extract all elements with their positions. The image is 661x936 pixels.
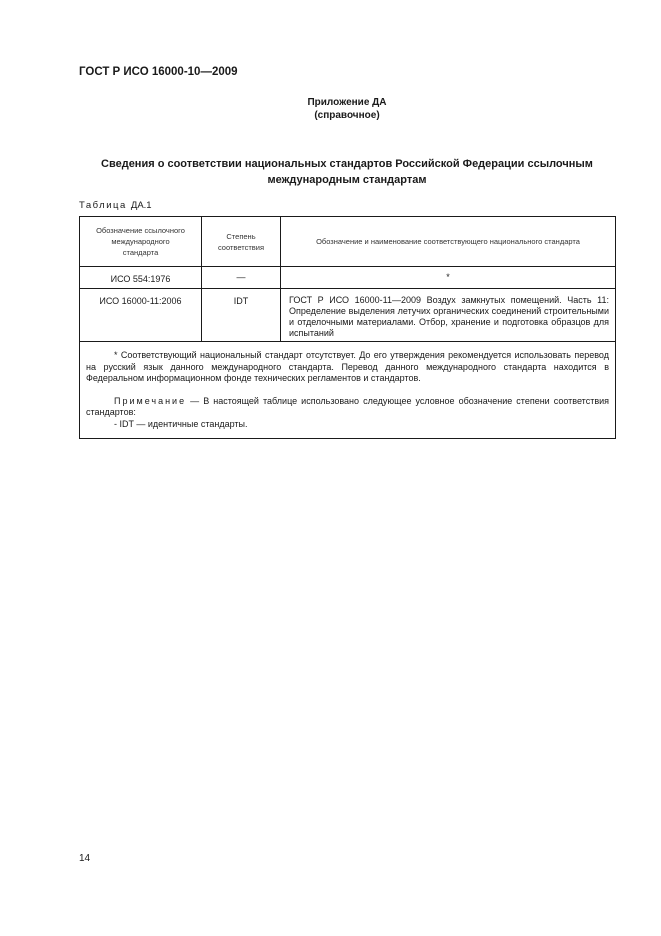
appendix-subtitle: (справочное): [314, 110, 380, 121]
section-title: [79, 156, 615, 188]
section-title-line1: Сведения о соответствии национальных стандартов Российской Федерации ссылочным: [101, 158, 593, 170]
appendix-title: Приложение ДА: [307, 97, 387, 108]
header-col1-line2: международного: [111, 237, 170, 246]
cell-degree: IDT: [202, 289, 281, 342]
note-label: Примечание: [114, 395, 187, 406]
table-row: [80, 289, 616, 342]
note-item: - IDT — идентичные стандарты.: [114, 418, 248, 429]
correspondence-table: [79, 216, 616, 439]
note: [86, 396, 609, 419]
appendix-heading: [0, 96, 661, 122]
header-col1-line3: стандарта: [122, 248, 159, 257]
header-national-standard: Обозначение и наименование соответствующего национального стандарта: [281, 217, 616, 267]
header-reference-standard: [80, 217, 202, 267]
table-caption: [79, 200, 152, 211]
table-header-row: [80, 217, 616, 267]
header-degree: [202, 217, 281, 267]
footnote: * Соответствующий национальный стандарт отсутствует. До его утверждения рекомендуется использовать перевод на русский язык данного международного стандарта. Перевод данного международного стандарта находится в Федеральном информационном фонде технических регламентов и стандартов.: [86, 350, 609, 383]
cell-national: ГОСТ Р ИСО 16000-11—2009 Воздух замкнутых помещений. Часть 11: Определение выделения летучих органических соединений строительными и отделочными материалами. Отбор, хранение и подготовка образцов для испытаний: [281, 289, 616, 342]
page-number: 14: [79, 853, 91, 864]
table-caption-number: ДА.1: [130, 200, 152, 211]
cell-national: *: [281, 267, 616, 289]
document-code: ГОСТ Р ИСО 16000-10—2009: [79, 66, 238, 78]
table-caption-word: Таблица: [79, 200, 127, 211]
header-col2-line2: соответствия: [217, 242, 265, 252]
cell-reference: ИСО 16000-11:2006: [80, 289, 202, 342]
cell-reference: ИСО 554:1976: [80, 267, 202, 289]
cell-degree: —: [202, 267, 281, 289]
header-col2-line1: Степень: [226, 231, 256, 241]
table-notes: [80, 342, 616, 439]
note-text: — В настоящей таблице использовано следующее условное обозначение степени соответствия стандартов:: [86, 395, 609, 417]
table-notes-row: [80, 342, 616, 439]
header-col1-line1: Обозначение ссылочного: [96, 226, 185, 235]
table-row: [80, 267, 616, 289]
section-title-line2: международным стандартам: [267, 174, 427, 186]
